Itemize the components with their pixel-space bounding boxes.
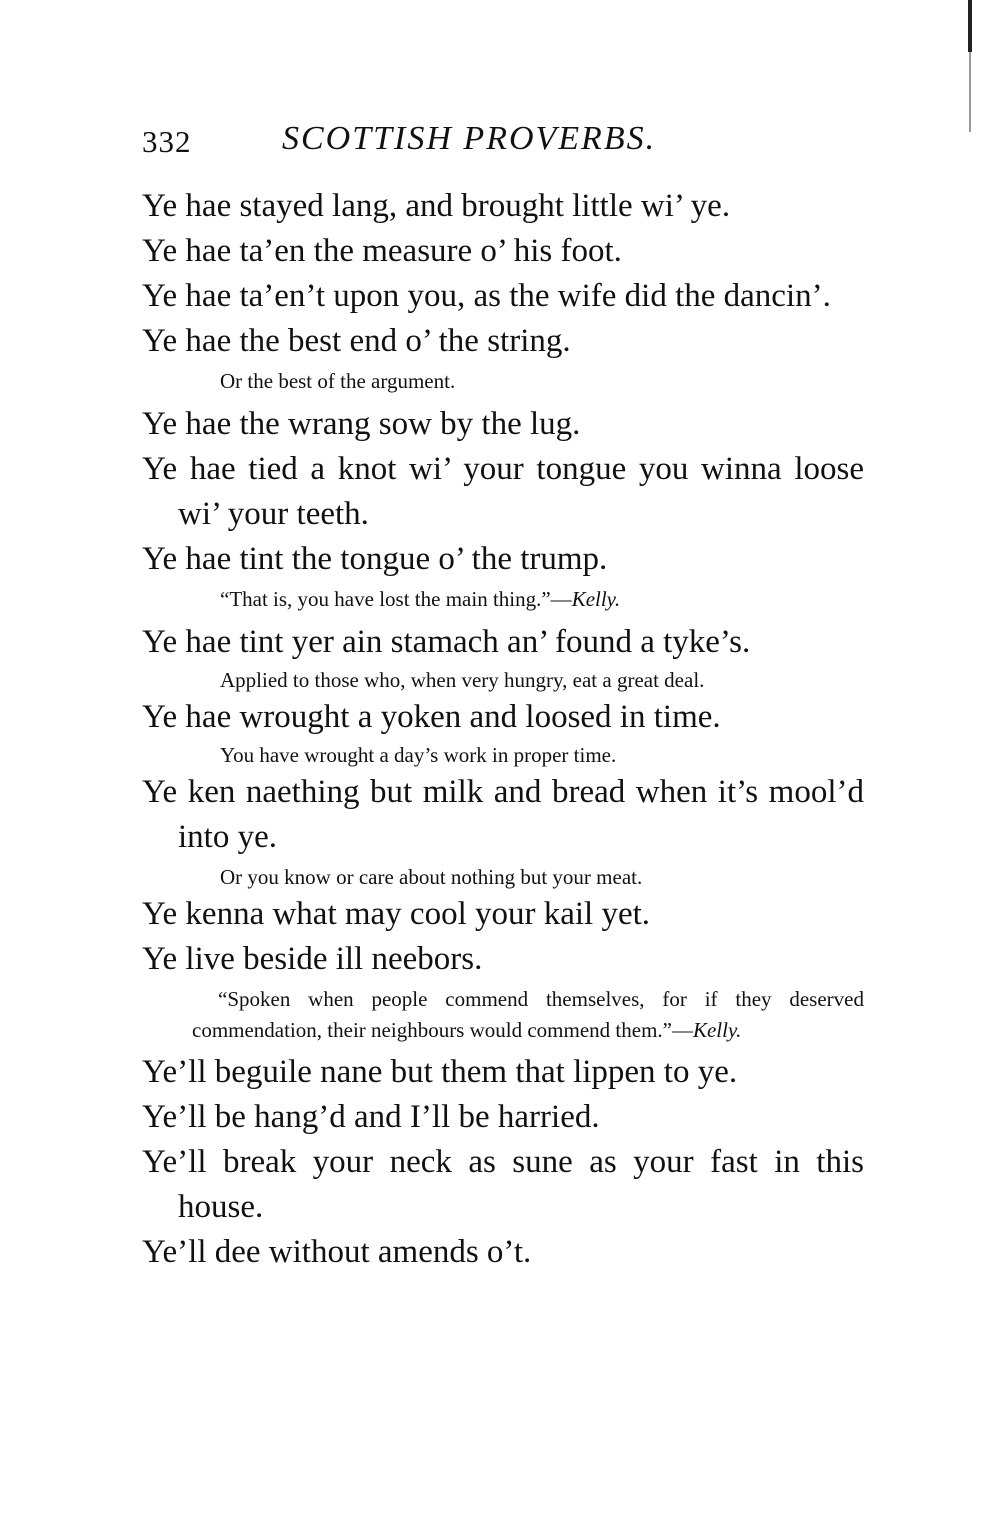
- proverb-entry: [142, 620, 864, 695]
- proverb-note: Or you know or care about nothing but your meat.: [220, 865, 643, 889]
- proverb-list: [142, 184, 864, 1275]
- proverb-entry: [142, 770, 864, 892]
- note-attribution: Kelly.: [571, 587, 621, 611]
- proverb-note: You have wrought a day’s work in proper time.: [220, 743, 617, 767]
- proverb-text: Ye hae ta’en’t upon you, as the wife did the dancin’.: [142, 278, 831, 314]
- page-edge-mark: [968, 0, 972, 52]
- proverb-text: Ye live beside ill neebors.: [142, 941, 483, 977]
- proverb-text: Ye’ll break your neck as sune as your fast in this house.: [142, 1144, 864, 1225]
- proverb-entry: [142, 1050, 864, 1095]
- page-edge-mark-faint: [969, 52, 971, 132]
- proverb-entry: [142, 937, 864, 1046]
- note-attribution: Kelly.: [692, 1018, 742, 1042]
- proverb-entry: [142, 1230, 864, 1275]
- proverb-entry: [142, 447, 864, 537]
- proverb-entry: [142, 695, 864, 770]
- proverb-entry: [142, 229, 864, 274]
- page-number: 332: [142, 124, 192, 159]
- proverb-text: Ye hae stayed lang, and brought little wi’ ye.: [142, 188, 731, 224]
- proverb-note: Applied to those who, when very hungry, eat a great deal.: [220, 668, 705, 692]
- proverb-text: Ye hae tint the tongue o’ the trump.: [142, 541, 608, 577]
- proverb-entry: [142, 537, 864, 614]
- proverb-text: Ye ken naething but milk and bread when it’s mool’d into ye.: [142, 774, 864, 855]
- proverb-text: Ye hae the wrang sow by the lug.: [142, 406, 581, 442]
- book-page: [142, 118, 864, 1275]
- proverb-text: Ye’ll dee without amends o’t.: [142, 1234, 532, 1270]
- proverb-text: Ye hae tied a knot wi’ your tongue you winna loose wi’ your teeth.: [142, 451, 864, 532]
- running-head: [142, 118, 864, 166]
- proverb-note: Or the best of the argument.: [220, 369, 456, 393]
- running-title: SCOTTISH PROVERBS.: [282, 120, 657, 157]
- proverb-note: [192, 984, 864, 1046]
- proverb-text: Ye hae ta’en the measure o’ his foot.: [142, 233, 622, 269]
- proverb-text: Ye’ll be hang’d and I’ll be harried.: [142, 1099, 600, 1135]
- proverb-text: Ye hae tint yer ain stamach an’ found a tyke’s.: [142, 624, 751, 660]
- proverb-entry: [142, 184, 864, 229]
- proverb-entry: [142, 1140, 864, 1230]
- proverb-note: [220, 584, 864, 614]
- proverb-text: Ye’ll beguile nane but them that lippen to ye.: [142, 1054, 738, 1090]
- note-text: “That is, you have lost the main thing.”—: [220, 587, 572, 611]
- proverb-entry: [142, 319, 864, 396]
- proverb-text: Ye hae wrought a yoken and loosed in time.: [142, 699, 721, 735]
- proverb-entry: [142, 274, 864, 319]
- proverb-text: Ye kenna what may cool your kail yet.: [142, 896, 651, 932]
- note-text: “Spoken when people commend themselves, for if they deserved commendation, their neighbours would commend them.”—: [192, 987, 864, 1042]
- proverb-entry: [142, 1095, 864, 1140]
- proverb-text: Ye hae the best end o’ the string.: [142, 323, 571, 359]
- proverb-entry: [142, 892, 864, 937]
- proverb-entry: [142, 402, 864, 447]
